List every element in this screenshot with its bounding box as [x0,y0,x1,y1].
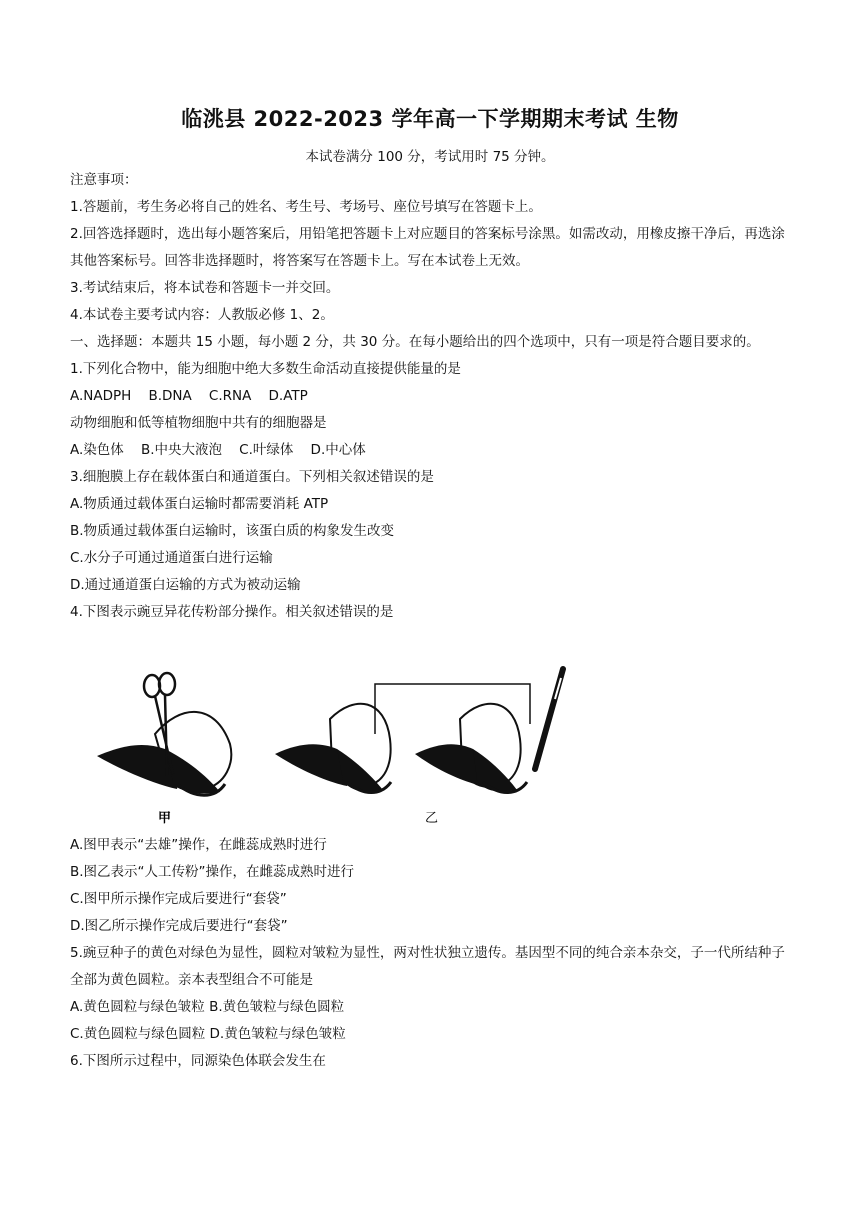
question-1-stem: 1.下列化合物中，能为细胞中绝大多数生命活动直接提供能量的是 [70,361,461,377]
question-4-option-c: C.图甲所示操作完成后要进行“套袋” [70,891,287,907]
question-5-stem: 5.豌豆种子的黄色对绿色为显性，圆粒对皱粒为显性，两对性状独立遗传。基因型不同的纯合亲本杂交，子一代所结种子全部为黄色圆粒。亲本表型组合不可能是 [70,945,785,988]
exam-title: 临洮县 2022-2023 学年高一下学期期末考试 生物 [181,107,679,131]
question-4-option-b: B.图乙表示“人工传粉”操作，在雌蕊成熟时进行 [70,864,355,880]
flower-yi-left [275,704,391,793]
flower-jia [97,712,231,795]
question-5-options-cd: C.黄色圆粒与绿色圆粒 D.黄色皱粒与绿色皱粒 [70,1026,346,1042]
notice-item-1: 1.答题前，考生务必将自己的姓名、考生号、考场号、座位号填写在答题卡上。 [70,199,542,215]
notice-item-2: 2.回答选择题时，选出每小题答案后，用铅笔把答题卡上对应题目的答案标号涂黑。如需改动，用橡皮擦干净后，再选涂其他答案标号。回答非选择题时，将答案写在答题卡上。写在本试卷上无效。 [70,226,785,269]
question-4-option-d: D.图乙所示操作完成后要进行“套袋” [70,918,288,934]
notice-item-3: 3.考试结束后，将本试卷和答题卡一并交回。 [70,280,340,296]
question-4-options-block [70,832,795,1075]
exam-subtitle: 本试卷满分 100 分，考试用时 75 分钟。 [305,149,555,165]
question-3-option-c: C.水分子可通过通道蛋白进行运输 [70,550,273,566]
notice-block [70,167,795,626]
figure-label-yi: 乙 [425,811,439,826]
question-3-option-d: D.通过通道蛋白运输的方式为被动运输 [70,577,301,593]
notice-heading: 注意事项： [70,172,138,188]
notice-item-4: 4.本试卷主要考试内容：人教版必修 1、2。 [70,307,334,323]
question-2-stem: 动物细胞和低等植物细胞中共有的细胞器是 [70,415,327,431]
question-3-option-b: B.物质通过载体蛋白运输时，该蛋白质的构象发生改变 [70,523,395,539]
question-5-options-ab: A.黄色圆粒与绿色皱粒 B.黄色皱粒与绿色圆粒 [70,999,345,1015]
question-3-option-a: A.物质通过载体蛋白运输时都需要消耗 ATP [70,496,329,512]
brush-icon [535,669,563,769]
figure-label-jia: 甲 [158,811,172,826]
question-1-options: A.NADPH B.DNA C.RNA D.ATP [70,388,308,404]
question-3-stem: 3.细胞膜上存在载体蛋白和通道蛋白。下列相关叙述错误的是 [70,469,434,485]
question-4-option-a: A.图甲表示“去雄”操作，在雌蕊成熟时进行 [70,837,327,853]
section-heading: 一、选择题：本题共 15 小题，每小题 2 分，共 30 分。在每小题给出的四个选项中，只有一项是符合题目要求的。 [70,334,760,350]
pea-pollination-figure [85,664,585,834]
figure-drawing [85,664,585,834]
flower-yi-right [415,704,527,793]
question-4-stem: 4.下图表示豌豆异花传粉部分操作。相关叙述错误的是 [70,604,394,620]
question-2-options: A.染色体 B.中央大液泡 C.叶绿体 D.中心体 [70,442,366,458]
question-6-stem: 6.下图所示过程中，同源染色体联会发生在 [70,1053,326,1069]
